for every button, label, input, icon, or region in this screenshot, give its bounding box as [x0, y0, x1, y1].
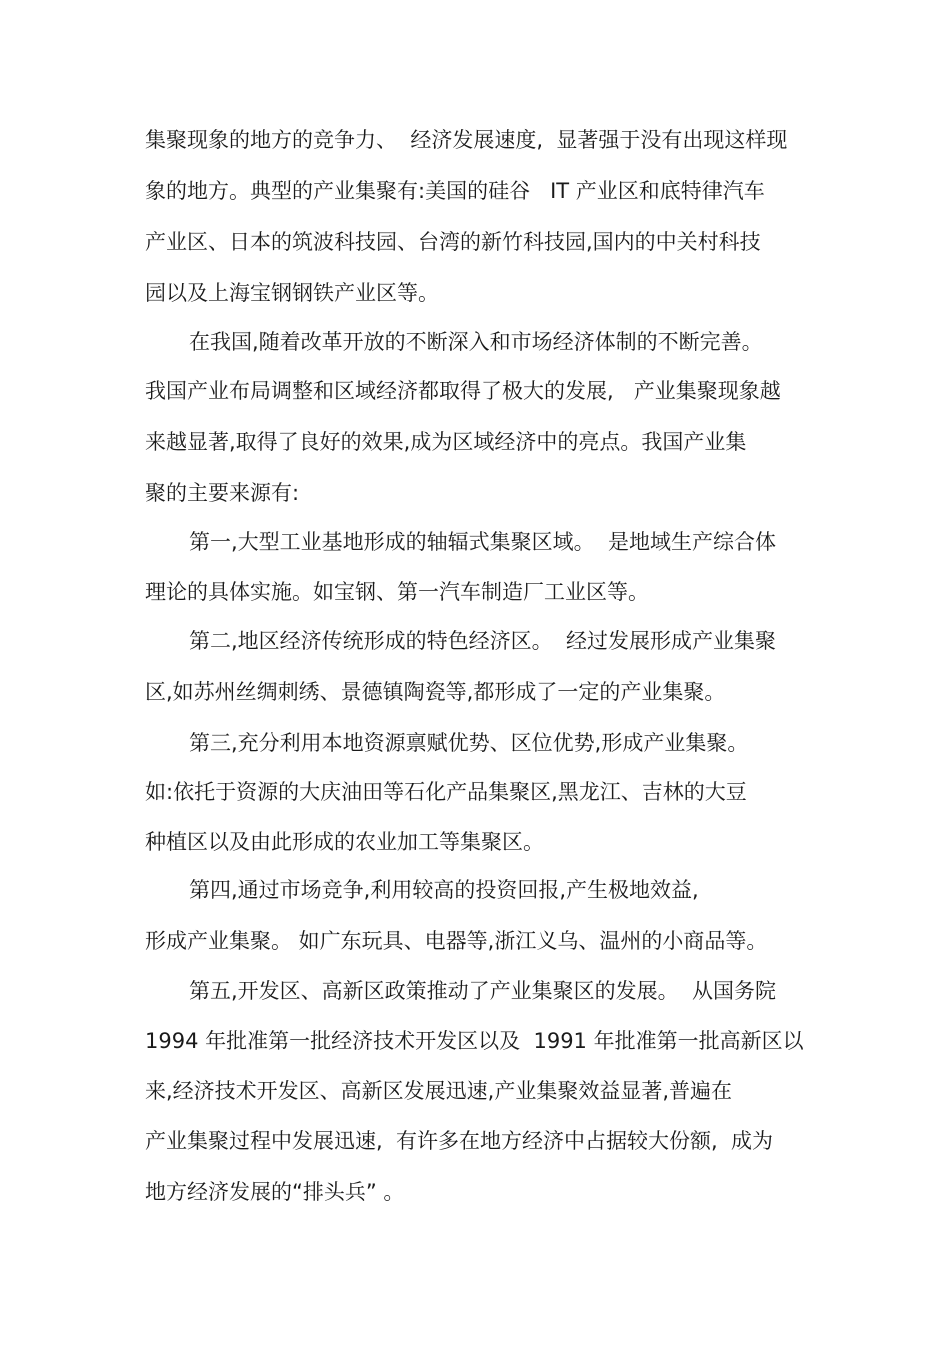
text-line: 产业集聚过程中发展迅速, 有许多在地方经济中占据较大份额, 成为: [145, 1129, 774, 1153]
text-line: 第三,充分利用本地资源禀赋优势、区位优势,形成产业集聚。: [189, 731, 749, 755]
text-line: 园以及上海宝钢钢铁产业区等。: [145, 281, 439, 305]
text-line: 聚的主要来源有:: [145, 481, 300, 505]
text-line: 我国产业布局调整和区域经济都取得了极大的发展, 产业集聚现象越: [145, 379, 781, 403]
text-line: 产业区、日本的筑波科技园、台湾的新竹科技园,国内的中关村科技: [145, 230, 761, 254]
text-line: 理论的具体实施。如宝钢、第一汽车制造厂工业区等。: [145, 580, 649, 604]
text-line: 集聚现象的地方的竞争力、 经济发展速度, 显著强于没有出现这样现: [145, 128, 788, 152]
text-line: 第五,开发区、高新区政策推动了产业集聚区的发展。 从国务院: [189, 979, 777, 1003]
text-line: 第四,通过市场竞争,利用较高的投资回报,产生极地效益,: [189, 878, 699, 902]
text-line: 如:依托于资源的大庆油田等石化产品集聚区,黑龙江、吉林的大豆: [145, 780, 747, 804]
text-line: 形成产业集聚。 如广东玩具、电器等,浙江义乌、温州的小商品等。: [145, 929, 768, 953]
text-line: 第二,地区经济传统形成的特色经济区。 经过发展形成产业集聚: [189, 629, 777, 653]
text-line: 第一,大型工业基地形成的轴辐式集聚区域。 是地域生产综合体: [189, 530, 777, 554]
text-line: 1994 年批准第一批经济技术开发区以及 1991 年批准第一批高新区以: [145, 1029, 804, 1053]
text-line: 来越显著,取得了良好的效果,成为区域经济中的亮点。我国产业集: [145, 430, 747, 454]
text-line: 种植区以及由此形成的农业加工等集聚区。: [145, 830, 544, 854]
text-line: 在我国,随着改革开放的不断深入和市场经济体制的不断完善。: [189, 330, 763, 354]
text-line: 象的地方。典型的产业集聚有:美国的硅谷 IT 产业区和底特律汽车: [145, 179, 765, 203]
text-line: 来,经济技术开发区、高新区发展迅速,产业集聚效益显著,普遍在: [145, 1079, 733, 1103]
text-line: 区,如苏州丝绸刺绣、景德镇陶瓷等,都形成了一定的产业集聚。: [145, 680, 726, 704]
text-line: 地方经济发展的“排头兵” 。: [145, 1180, 405, 1204]
